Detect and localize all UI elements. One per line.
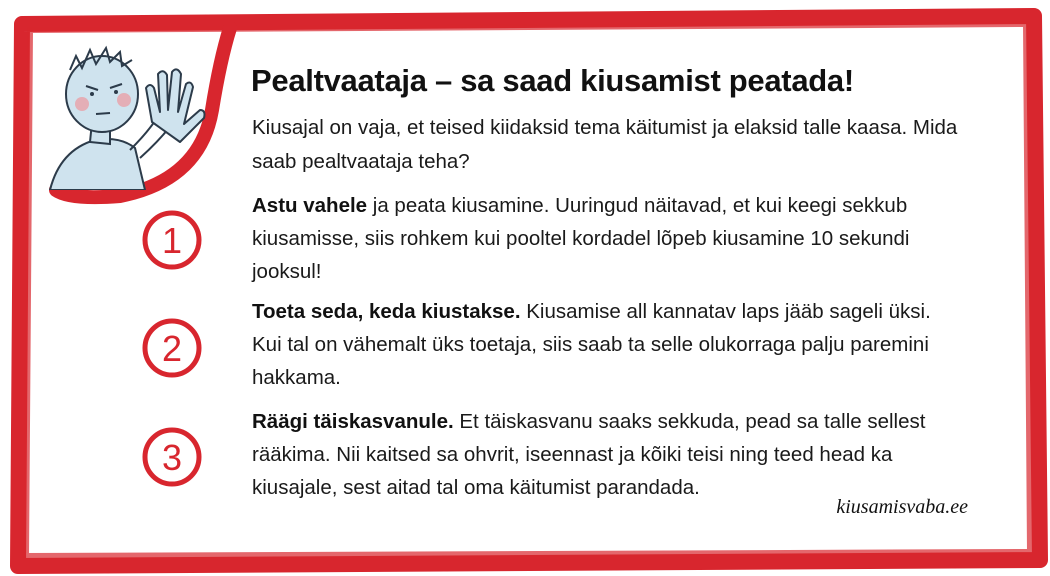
intro-text: Kiusajal on vaja, et teised kiidaksid tema käitumist ja elaksid talle kaasa. Mida saab pealtvaataja teha? [252, 116, 958, 173]
number-2-label: 2 [161, 328, 183, 369]
bystander-character-illustration [40, 30, 230, 190]
number-1-badge [140, 208, 204, 272]
point-3-heading: Räägi täiskasvanule. [252, 410, 454, 433]
point-2-paragraph [252, 295, 952, 394]
point-1-heading: Astu vahele [252, 194, 368, 217]
number-3-label: 3 [161, 437, 183, 478]
page-title: Pealtvaataja – sa saad kiusamist peatada! [251, 63, 854, 98]
number-3-badge [140, 425, 204, 489]
point-1-paragraph [252, 189, 952, 288]
point-1-text: ja peata kiusamine. Uuringud näitavad, et kui keegi sekkub kiusamisse, siis rohkem kui pooltel kordadel lõpeb kiusamine 10 sekundi jooksul! [252, 194, 910, 283]
point-2-heading: Toeta seda, keda kiustakse. [252, 300, 521, 323]
website-link[interactable]: kiusamisvaba.ee [836, 496, 968, 518]
number-2-badge [140, 316, 204, 380]
point-2-text: Kiusamise all kannatav laps jääb sageli üksi. Kui tal on vähemalt üks toetaja, siis saab ta selle olukorraga palju paremini hakkama. [252, 300, 931, 389]
point-3-text: Et täiskasvanu saaks sekkuda, pead sa talle sellest rääkima. Nii kaitsed sa ohvrit, iseennast ja kõiki teisi ning teed head ka kiusajale, sest aitad tal oma käitumist parandada. [252, 410, 926, 499]
number-1-label: 1 [161, 220, 183, 261]
point-3-paragraph [252, 405, 972, 504]
